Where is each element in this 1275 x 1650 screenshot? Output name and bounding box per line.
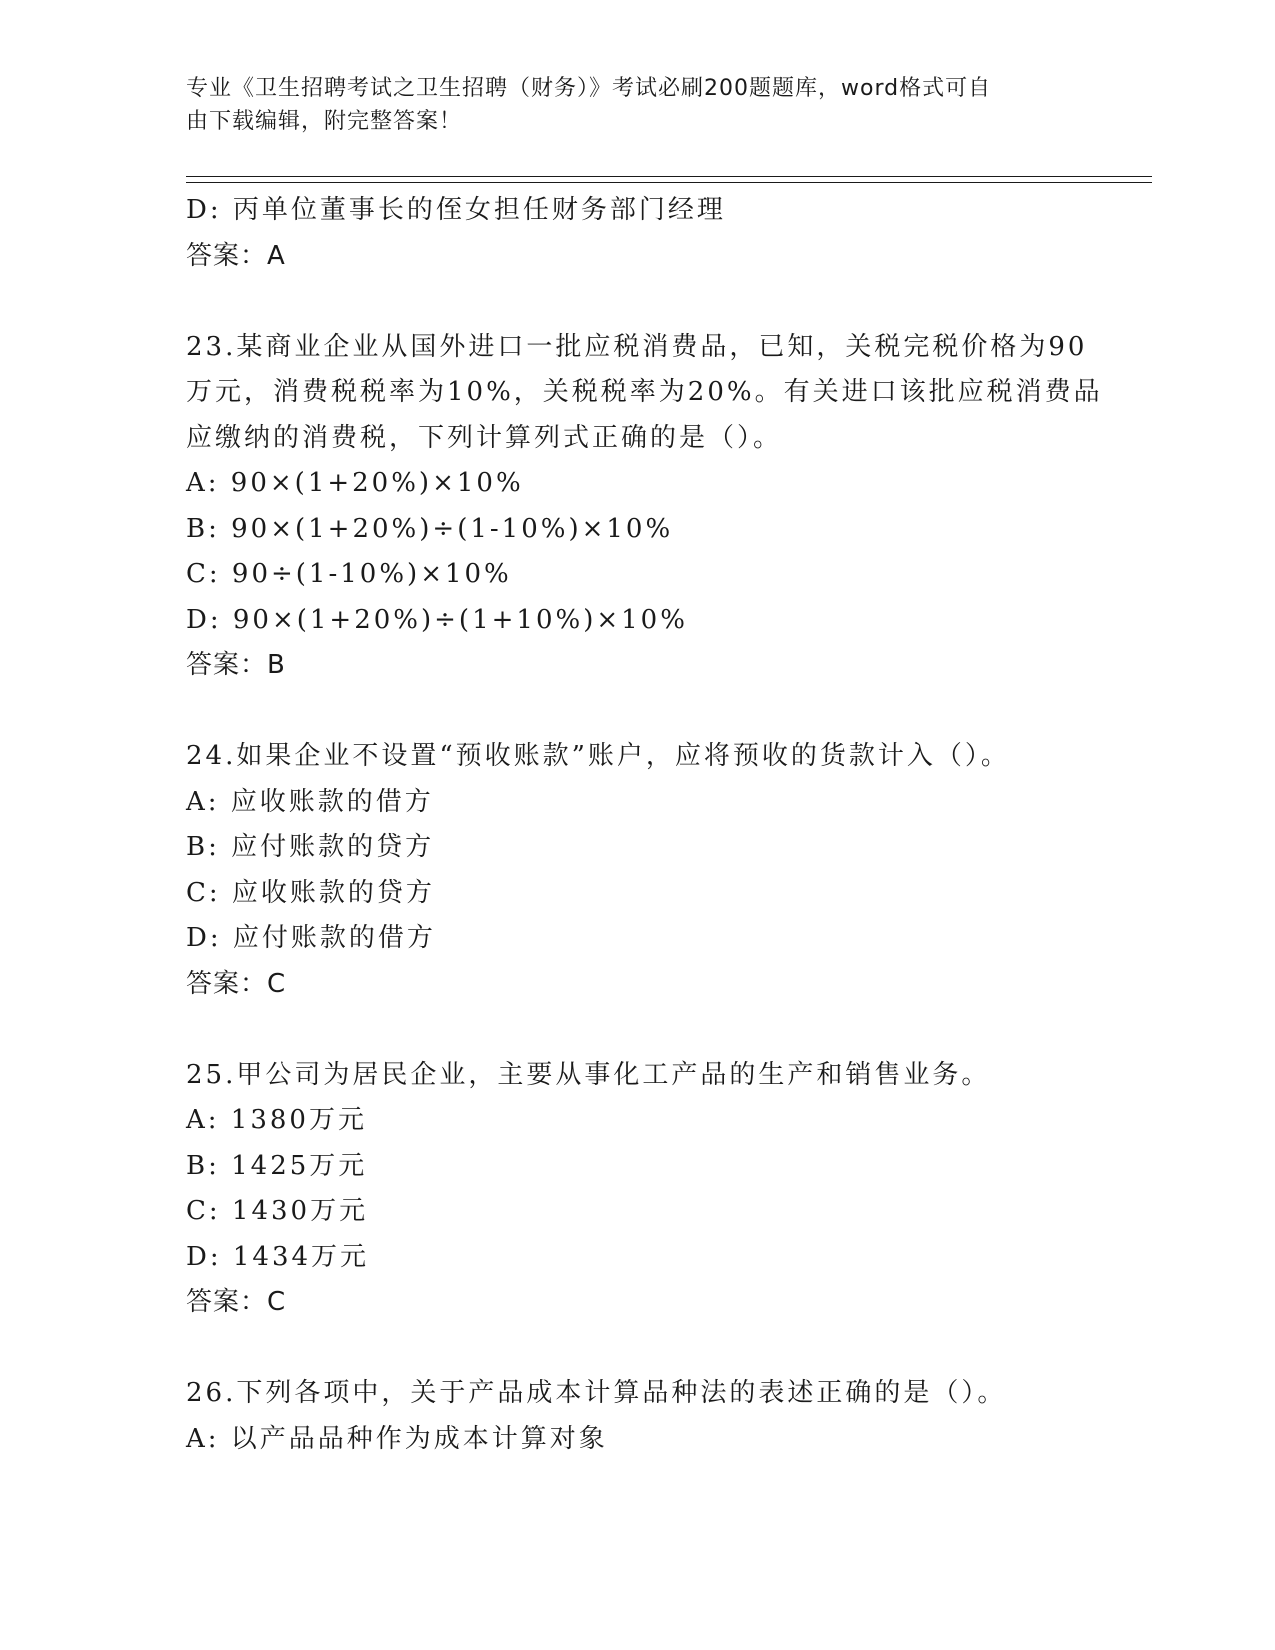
- answer-line: 答案：C: [186, 968, 287, 999]
- option-a: A: 应收账款的借方: [186, 786, 434, 817]
- answer-line: 答案：C: [186, 1287, 287, 1317]
- question-stem: 24.如果企业不设置“预收账款”账户，应将预收的货款计入（）。: [186, 741, 1010, 771]
- question-stem: 23.某商业企业从国外进口一批应税消费品，已知，关税完税价格为90万元，消费税税率为10%，关税税率为20%。有关进口该批应税消费品应缴纳的消费税，下列计算列式正确的是（）。: [186, 331, 1103, 453]
- option-d: D: 应付账款的借方: [186, 923, 436, 953]
- option-b: B: 1425万元: [186, 1150, 368, 1181]
- spacer: [186, 1326, 1116, 1372]
- option-c: C: 1430万元: [186, 1196, 369, 1226]
- question-23: [186, 325, 1116, 689]
- answer-line: 答案：A: [186, 240, 286, 271]
- spacer: [186, 1007, 1116, 1053]
- question-stem: 25.甲公司为居民企业，主要从事化工产品的生产和销售业务。: [186, 1059, 991, 1090]
- question-25: [186, 1053, 1116, 1326]
- header-divider-bottom: [186, 182, 1152, 183]
- question-stem: 26.下列各项中，关于产品成本计算品种法的表述正确的是（）。: [186, 1378, 1007, 1408]
- question-24: [186, 734, 1116, 1007]
- question-list: [186, 188, 1116, 1462]
- option-d: D: 丙单位董事长的侄女担任财务部门经理: [186, 195, 726, 225]
- option-a: A: 90×(1+20%)×10%: [186, 468, 524, 498]
- spacer: [186, 279, 1116, 325]
- document-header: [186, 72, 1066, 138]
- option-b: B: 90×(1+20%)÷(1-10%)×10%: [186, 513, 674, 544]
- question-26: [186, 1371, 1116, 1462]
- option-d: D: 90×(1+20%)÷(1+10%)×10%: [186, 604, 688, 635]
- carryover-block: [186, 188, 1116, 279]
- header-line-2: 由下载编辑，附完整答案！: [186, 109, 463, 134]
- option-b: B: 应付账款的贷方: [186, 832, 435, 862]
- header-line-1: 专业《卫生招聘考试之卫生招聘（财务）》考试必刷200题题库，word格式可自: [186, 76, 992, 101]
- option-a: A: 1380万元: [186, 1105, 367, 1135]
- option-d: D: 1434万元: [186, 1241, 370, 1272]
- spacer: [186, 689, 1116, 735]
- option-a: A: 以产品品种作为成本计算对象: [186, 1423, 608, 1454]
- header-divider-top: [186, 176, 1152, 177]
- option-c: C: 应收账款的贷方: [186, 877, 435, 908]
- answer-line: 答案：B: [186, 650, 286, 680]
- option-c: C: 90÷(1-10%)×10%: [186, 559, 512, 589]
